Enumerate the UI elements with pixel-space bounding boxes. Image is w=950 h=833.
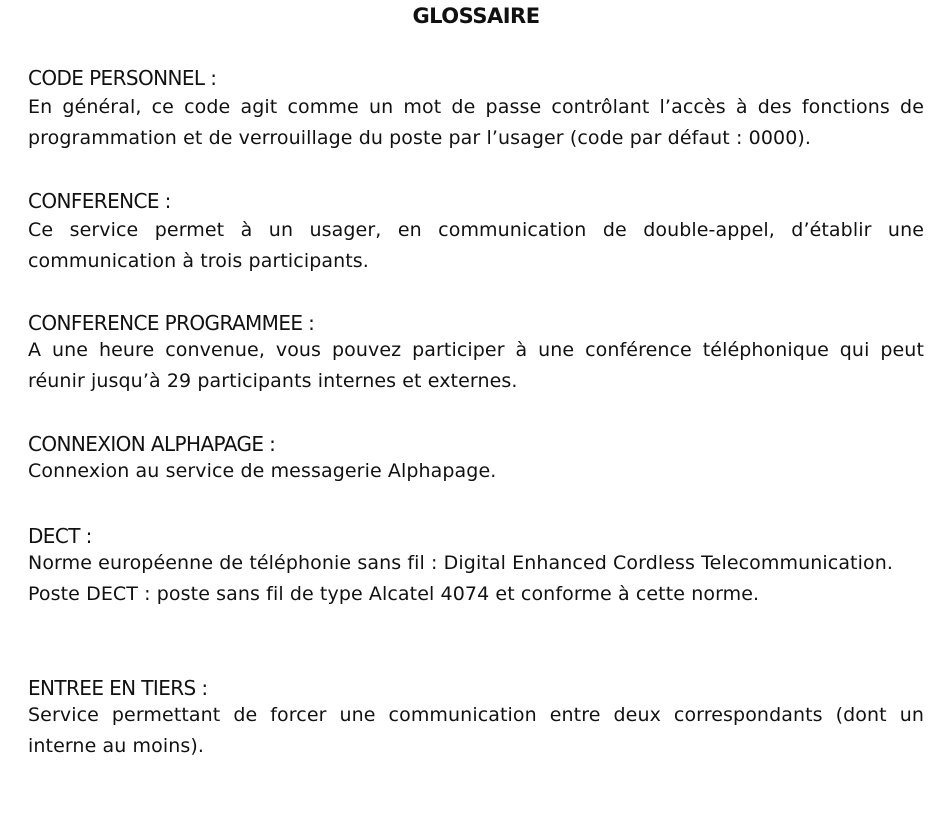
- glossary-entry-connexion-alphapage: [28, 432, 924, 487]
- entry-term: CODE PERSONNEL :: [28, 66, 217, 90]
- glossary-entry-conference-programmee: [28, 311, 924, 396]
- glossary-entry-conference: [28, 189, 924, 276]
- entry-definition: Norme européenne de téléphonie sans fil : Digital Enhanced Cordless Telecommunication.: [28, 552, 893, 574]
- entry-definition: Ce service permet à un usager, en communication de double-appel, d’établir une communication à trois participants.: [28, 219, 924, 272]
- glossary-page: [28, 0, 924, 757]
- entry-definition: En général, ce code agit comme un mot de passe contrôlant l’accès à des fonctions de programmation et de verrouillage du poste par l’usager (code par défaut : 0000).: [28, 96, 924, 149]
- entry-term: CONFERENCE PROGRAMMEE :: [28, 311, 315, 335]
- entry-term: CONFERENCE :: [28, 189, 171, 213]
- glossary-entry-entree-en-tiers: [28, 676, 924, 761]
- entry-term: CONNEXION ALPHAPAGE :: [28, 432, 276, 456]
- glossary-entry-dect: [28, 524, 924, 609]
- entry-definition-secondary: Poste DECT : poste sans fil de type Alcatel 4074 et conforme à cette norme.: [28, 582, 760, 605]
- page-title: GLOSSAIRE: [412, 4, 540, 28]
- entry-term: ENTREE EN TIERS :: [28, 676, 208, 700]
- glossary-entry-code-personnel: [28, 66, 924, 153]
- entry-definition: Connexion au service de messagerie Alphapage.: [28, 460, 497, 482]
- entry-definition: A une heure convenue, vous pouvez participer à une conférence téléphonique qui peut réunir jusqu’à 29 participants internes et externes.: [28, 339, 924, 392]
- entry-term: DECT :: [28, 524, 92, 548]
- entry-definition: Service permettant de forcer une communication entre deux correspondants (dont un interne au moins).: [28, 704, 924, 757]
